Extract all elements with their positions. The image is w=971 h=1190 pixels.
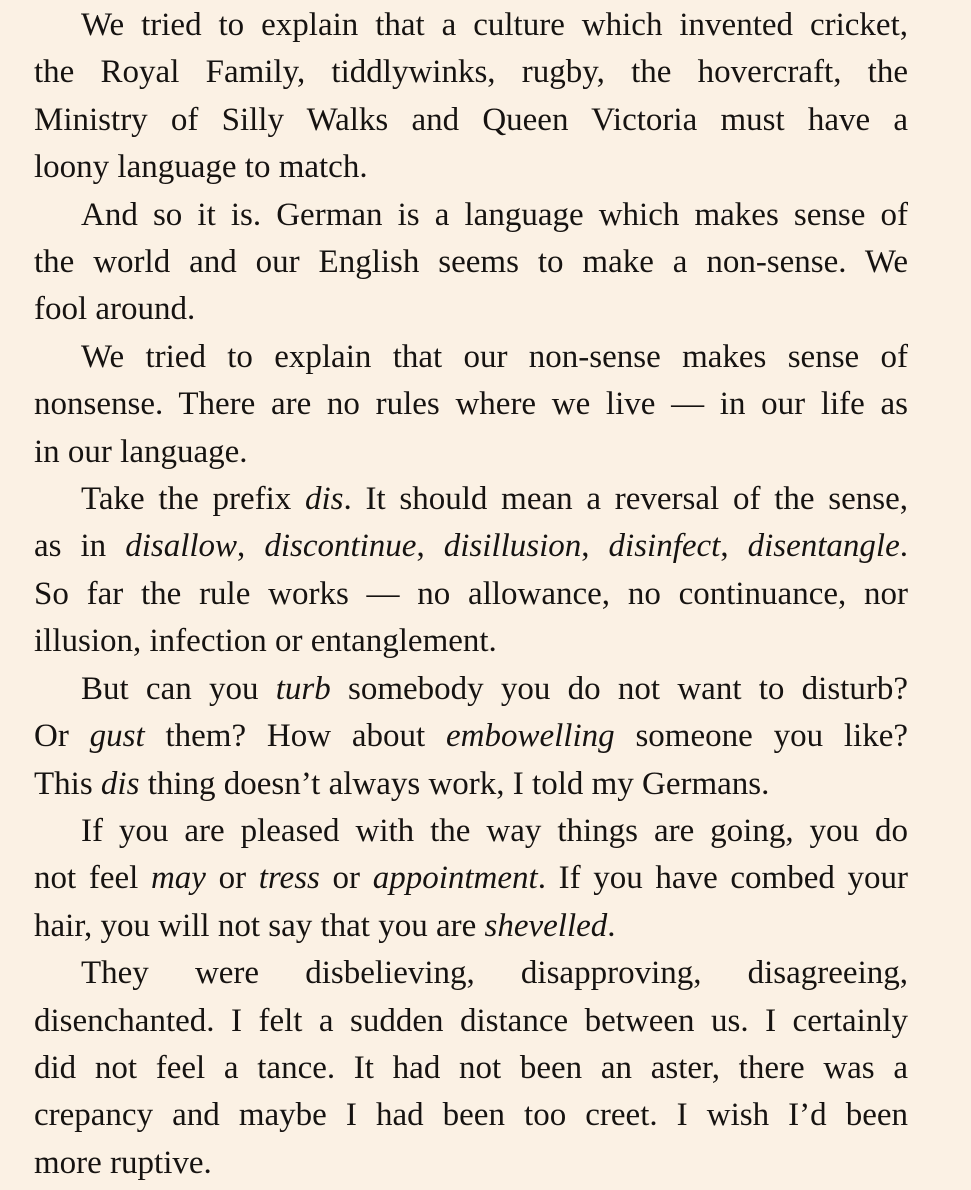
italic-term: disallow xyxy=(125,528,238,565)
text-run: They were disbelieving, disapproving, disagreeing, xyxy=(81,955,908,992)
text-run: them? How about xyxy=(144,718,446,755)
text-run: . xyxy=(607,907,616,944)
paragraph-6 xyxy=(34,808,908,950)
italic-term: dis xyxy=(100,765,140,802)
text-line xyxy=(34,903,908,950)
italic-term: may xyxy=(150,860,206,897)
text-line xyxy=(34,429,908,476)
text-line xyxy=(34,381,908,428)
paragraph-1 xyxy=(34,2,908,192)
italic-term: embowelling xyxy=(446,718,615,755)
italic-term: shevelled xyxy=(484,907,608,944)
text-line xyxy=(34,192,908,239)
text-line xyxy=(34,286,908,333)
text-run: This xyxy=(34,765,101,802)
text-run: Ministry of Silly Walks and Queen Victoria must have a xyxy=(34,101,908,138)
text-run: not feel xyxy=(34,860,151,897)
italic-term: dis xyxy=(305,481,344,518)
text-line xyxy=(34,1092,908,1139)
text-line xyxy=(34,523,908,570)
text-line xyxy=(34,49,908,96)
text-run: . If you have combed your xyxy=(537,860,908,897)
text-line xyxy=(34,144,908,191)
text-run: the world and our English seems to make a non-sense. We xyxy=(34,244,908,281)
italic-term: tress xyxy=(258,860,320,897)
text-line xyxy=(34,618,908,665)
text-line xyxy=(34,1140,908,1187)
text-run: someone you like? xyxy=(614,718,909,755)
text-run: crepancy and maybe I had been too creet. I wish I’d been xyxy=(34,1097,908,1134)
text-run: , xyxy=(237,528,265,565)
text-run: If you are pleased with the way things are going, you do xyxy=(81,812,908,849)
text-run: as in xyxy=(34,528,126,565)
text-run: Take the prefix xyxy=(81,481,305,518)
text-line xyxy=(34,239,908,286)
text-run: , xyxy=(581,528,609,565)
text-run: did not feel a tance. It had not been an aster, there was a xyxy=(34,1049,908,1086)
paragraph-3 xyxy=(34,334,908,476)
text-line xyxy=(34,713,908,760)
italic-term: gust xyxy=(89,718,145,755)
text-run: more ruptive. xyxy=(34,1144,212,1181)
italic-term: appointment xyxy=(372,860,538,897)
text-line xyxy=(34,2,908,49)
text-line xyxy=(34,97,908,144)
text-run: disenchanted. I felt a sudden distance between us. I certainly xyxy=(34,1002,908,1039)
paragraph-5 xyxy=(34,666,908,808)
text-line xyxy=(34,998,908,1045)
italic-term: disentangle xyxy=(747,528,900,565)
text-run: nonsense. There are no rules where we live — in our life as xyxy=(34,386,908,423)
italic-term: turb xyxy=(275,670,331,707)
text-run: And so it is. German is a language which makes sense of xyxy=(81,196,908,233)
text-run: or xyxy=(319,860,373,897)
text-run: or xyxy=(205,860,259,897)
text-run: , xyxy=(720,528,748,565)
text-run: the Royal Family, tiddlywinks, rugby, the hovercraft, the xyxy=(34,54,908,91)
italic-term: disinfect xyxy=(608,528,721,565)
text-run: . xyxy=(899,528,909,565)
text-run: in our language. xyxy=(34,433,248,470)
text-line xyxy=(34,1045,908,1092)
paragraph-7 xyxy=(34,950,908,1187)
text-run: hair, you will not say that you are xyxy=(34,907,485,944)
text-run: We tried to explain that a culture which invented cricket, xyxy=(81,7,908,43)
text-line xyxy=(34,808,908,855)
text-line xyxy=(34,571,908,618)
text-run: thing doesn’t always work, I told my Germans. xyxy=(139,765,770,802)
text-run: But can you xyxy=(81,670,276,707)
text-run: . It should mean a reversal of the sense, xyxy=(343,481,908,518)
text-line xyxy=(34,950,908,997)
italic-term: disillusion xyxy=(443,528,582,565)
text-run: fool around. xyxy=(34,291,196,328)
italic-term: discontinue xyxy=(264,528,417,565)
paragraph-2 xyxy=(34,192,908,334)
text-run: We tried to explain that our non-sense makes sense of xyxy=(81,338,908,375)
paragraph-4 xyxy=(34,476,908,666)
book-page xyxy=(34,0,908,1190)
text-line xyxy=(34,334,908,381)
text-run: Or xyxy=(34,718,90,755)
text-line xyxy=(34,666,908,713)
text-run: , xyxy=(416,528,444,565)
text-line xyxy=(34,476,908,523)
text-run: somebody you do not want to disturb? xyxy=(330,670,908,707)
text-line xyxy=(34,855,908,902)
text-line xyxy=(34,761,908,808)
text-run: illusion, infection or entanglement. xyxy=(34,623,497,660)
text-run: So far the rule works — no allowance, no continuance, nor xyxy=(34,575,908,612)
text-run: loony language to match. xyxy=(34,149,368,186)
